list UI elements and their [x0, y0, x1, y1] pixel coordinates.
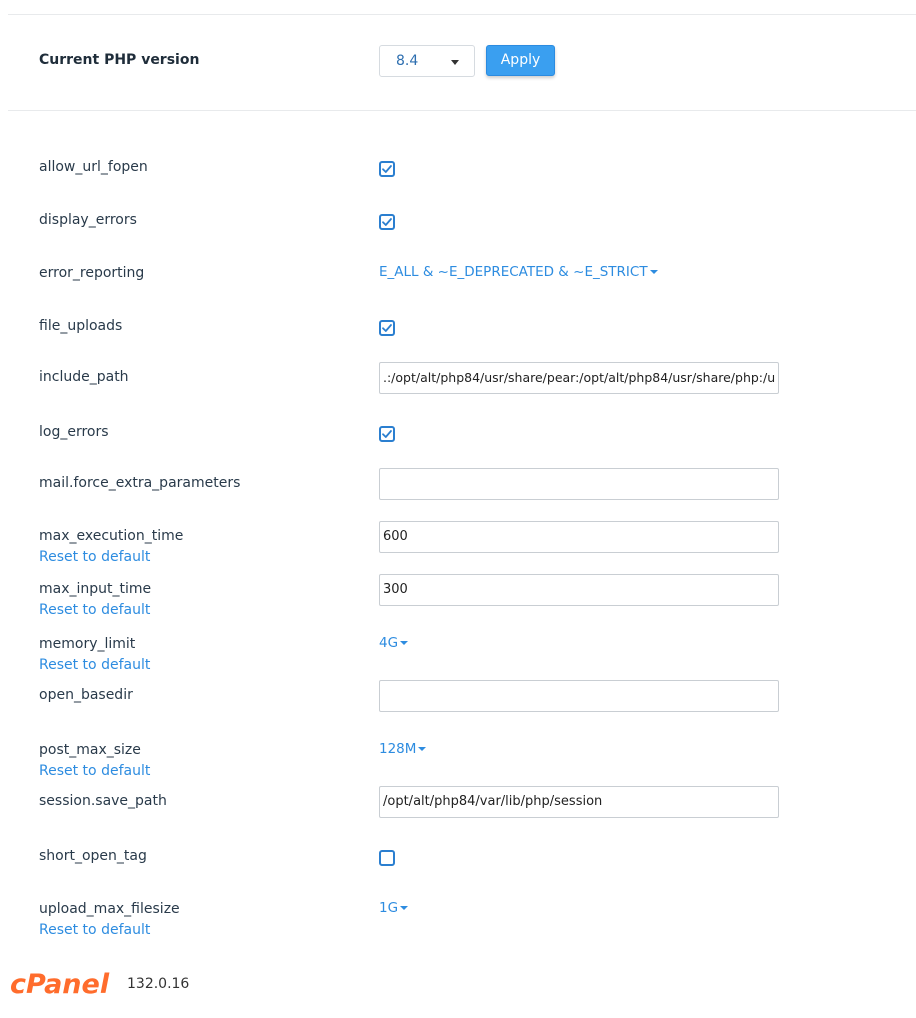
post-max-size-dropdown[interactable] [379, 741, 426, 757]
upload-max-filesize-reset-link[interactable]: Reset to default [39, 922, 151, 938]
open-basedir-label: open_basedir [39, 687, 133, 703]
check-icon [381, 322, 393, 334]
max-input-time-label: max_input_time [39, 581, 152, 597]
max-execution-time-reset-link[interactable]: Reset to default [39, 549, 151, 565]
caret-down-icon [451, 60, 459, 65]
session-save-path-input[interactable]: /opt/alt/php84/var/lib/php/session [379, 786, 779, 818]
max-execution-time-label: max_execution_time [39, 528, 184, 544]
upload-max-filesize-dropdown[interactable] [379, 900, 408, 916]
error-reporting-dropdown[interactable] [379, 264, 658, 280]
php-version-value: 8.4 [396, 53, 419, 69]
caret-down-icon [400, 641, 408, 645]
post-max-size-label: post_max_size [39, 742, 141, 758]
max-input-time-reset-link[interactable]: Reset to default [39, 602, 151, 618]
include-path-label: include_path [39, 369, 129, 385]
php-version-label: Current PHP version [39, 52, 200, 68]
short-open-tag-label: short_open_tag [39, 848, 147, 864]
display-errors-label: display_errors [39, 212, 137, 228]
caret-down-icon [418, 747, 426, 751]
log-errors-checkbox[interactable] [379, 426, 395, 442]
allow-url-fopen-checkbox[interactable] [379, 161, 395, 177]
upload-max-filesize-label: upload_max_filesize [39, 901, 180, 917]
post-max-size-reset-link[interactable]: Reset to default [39, 763, 151, 779]
allow-url-fopen-label: allow_url_fopen [39, 159, 148, 175]
apply-button[interactable]: Apply [486, 45, 555, 76]
check-icon [381, 216, 393, 228]
cpanel-logo-text: cPanel [10, 969, 110, 998]
upload-max-filesize-value: 1G [379, 900, 399, 916]
file-uploads-checkbox[interactable] [379, 320, 395, 336]
include-path-input[interactable]: .:/opt/alt/php84/usr/share/pear:/opt/alt/php84/usr/share/php:/u [379, 362, 779, 394]
memory-limit-dropdown[interactable] [379, 635, 408, 651]
cpanel-version: 132.0.16 [127, 976, 190, 992]
section-divider [8, 110, 916, 111]
session-save-path-label: session.save_path [39, 793, 167, 809]
display-errors-checkbox[interactable] [379, 214, 395, 230]
caret-down-icon [650, 270, 658, 274]
short-open-tag-checkbox[interactable] [379, 850, 395, 866]
mail-force-extra-parameters-input[interactable] [379, 468, 779, 500]
check-icon [381, 428, 393, 440]
error-reporting-label: error_reporting [39, 265, 145, 281]
caret-down-icon [400, 906, 408, 910]
open-basedir-input[interactable] [379, 680, 779, 712]
memory-limit-reset-link[interactable]: Reset to default [39, 657, 151, 673]
max-execution-time-input[interactable]: 600 [379, 521, 779, 553]
max-input-time-input[interactable]: 300 [379, 574, 779, 606]
log-errors-label: log_errors [39, 424, 109, 440]
memory-limit-value: 4G [379, 635, 399, 651]
php-version-select[interactable] [379, 45, 475, 77]
error-reporting-value: E_ALL & ~E_DEPRECATED & ~E_STRICT [379, 264, 648, 280]
top-divider [8, 14, 916, 15]
post-max-size-value: 128M [379, 741, 417, 757]
mail-force-extra-parameters-label: mail.force_extra_parameters [39, 475, 241, 491]
file-uploads-label: file_uploads [39, 318, 123, 334]
cpanel-logo [9, 968, 127, 998]
check-icon [381, 163, 393, 175]
memory-limit-label: memory_limit [39, 636, 136, 652]
